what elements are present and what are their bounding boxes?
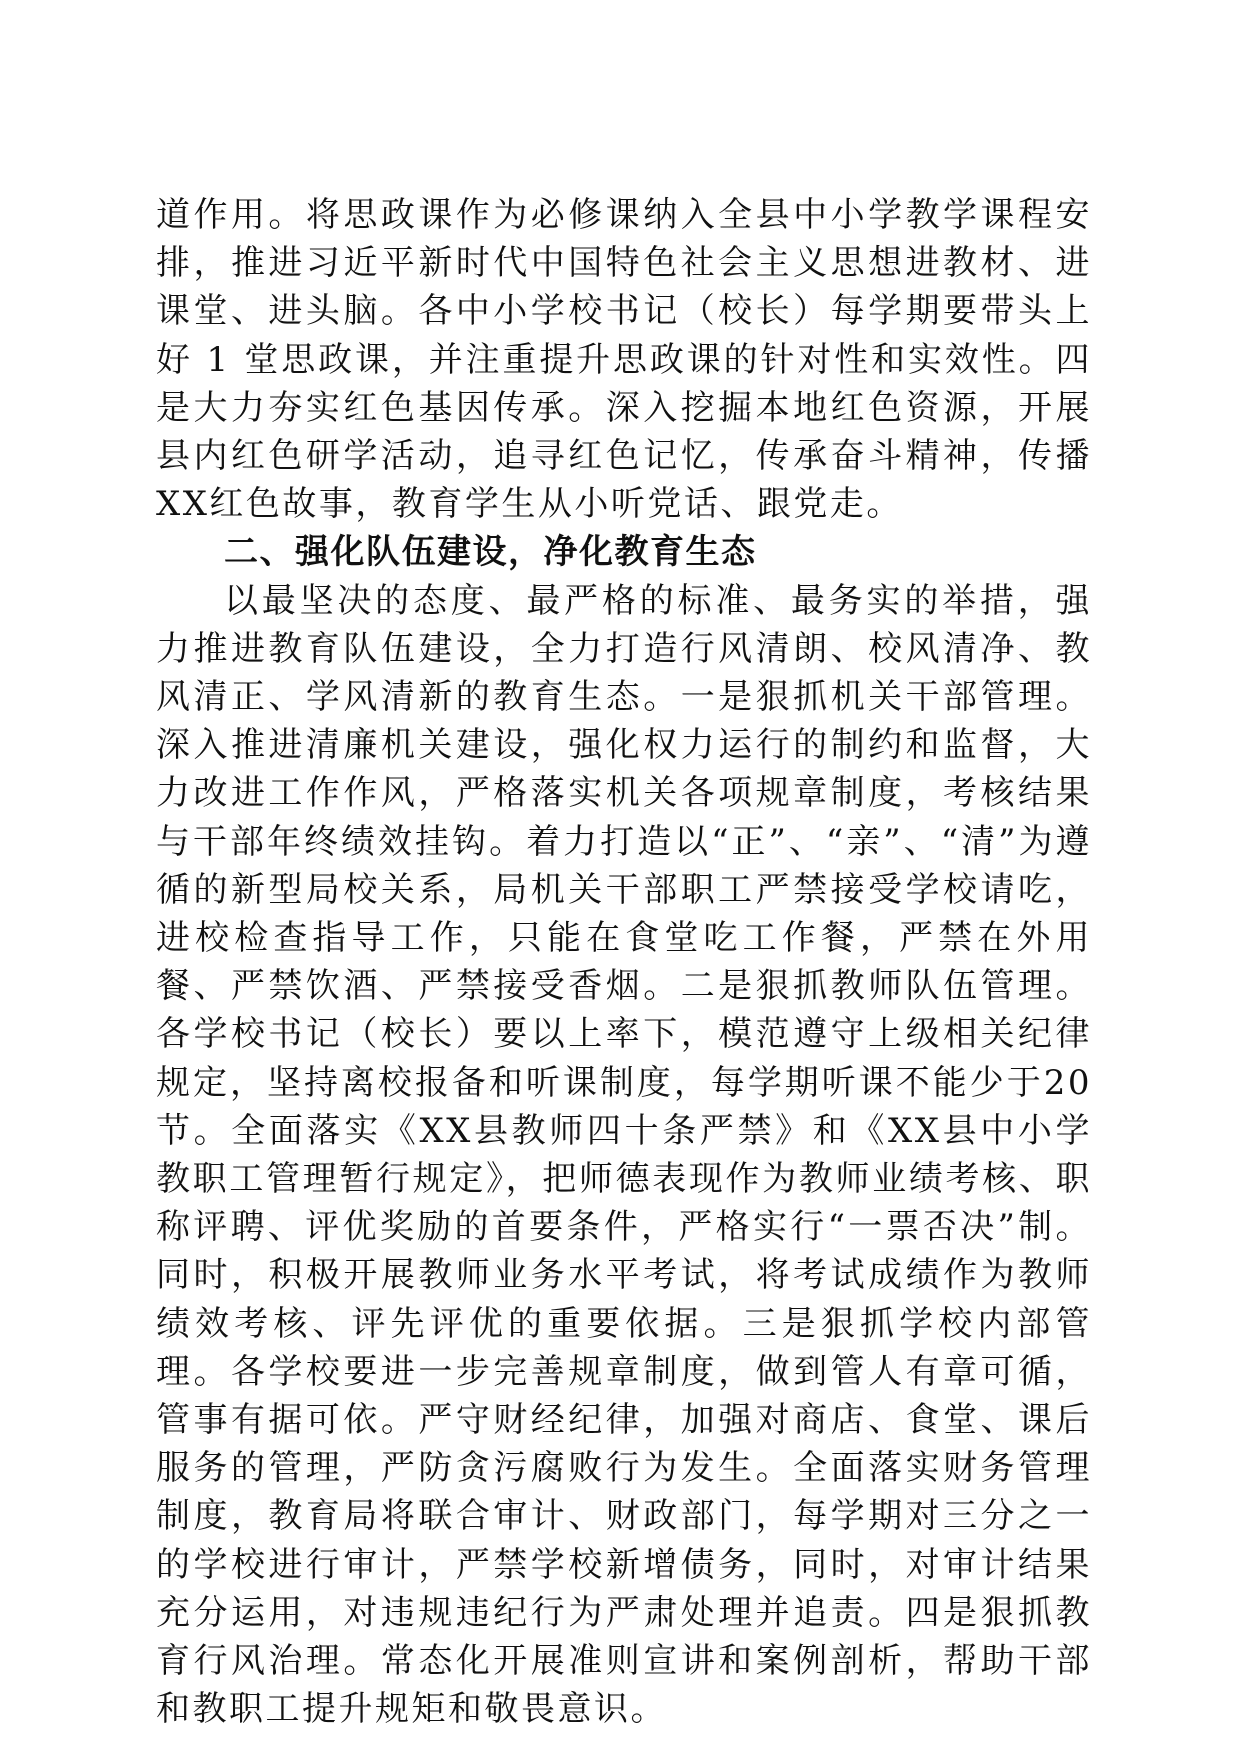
document-body xyxy=(156,191,1092,1734)
section-heading: 二、强化队伍建设，净化教育生态 xyxy=(224,532,757,573)
paragraph-team-building: 以最坚决的态度、最严格的标准、最务实的举措，强力推进教育队伍建设，全力打造行风清朗、校风清净、教风清正、学风清新的教育生态。一是狠抓机关干部管理。深入推进清廉机关建设，强化权力运行的制约和监督，大力改进工作作风，严格落实机关各项规章制度，考核结果与干部年终绩效挂钩。着力打造以“正”、“亲”、“清”为遵循的新型局校关系，局机关干部职工严禁接受学校请吃，进校检查指导工作，只能在食堂吃工作餐，严禁在外用餐、严禁饮酒、严禁接受香烟。二是狠抓教师队伍管理。各学校书记（校长）要以上率下，模范遵守上级相关纪律规定，坚持离校报备和听课制度，每学期听课不能少于20节。全面落实《XX县教师四十条严禁》和《XX县中小学教职工管理暂行规定》，把师德表现作为教师业绩考核、职称评聘、评优奖励的首要条件，严格实行“一票否决”制。同时，积极开展教师业务水平考试，将考试成绩作为教师绩效考核、评先评优的重要依据。三是狠抓学校内部管理。各学校要进一步完善规章制度，做到管人有章可循，管事有据可依。严守财经纪律，加强对商店、食堂、课后服务的管理，严防贪污腐败行为发生。全面落实财务管理制度，教育局将联合审计、财政部门，每学期对三分之一的学校进行审计，严禁学校新增债务，同时，对审计结果充分运用，对违规违纪行为严肃处理并追责。四是狠抓教育行风治理。常态化开展准则宣讲和案例剖析，帮助干部和教职工提升规矩和敬畏意识。 xyxy=(156,580,1092,1730)
paragraph-continuation: 道作用。将思政课作为必修课纳入全县中小学教学课程安排，推进习近平新时代中国特色社会主义思想进教材、进课堂、进头脑。各中小学校书记（校长）每学期要带头上好 1 堂思政课，并注重提升思政课的针对性和实效性。四是大力夯实红色基因传承。深入挖掘本地红色资源，开展县内红色研学活动，追寻红色记忆，传承奋斗精神，传播XX红色故事，教育学生从小听党话、跟党走。 xyxy=(156,195,1092,525)
